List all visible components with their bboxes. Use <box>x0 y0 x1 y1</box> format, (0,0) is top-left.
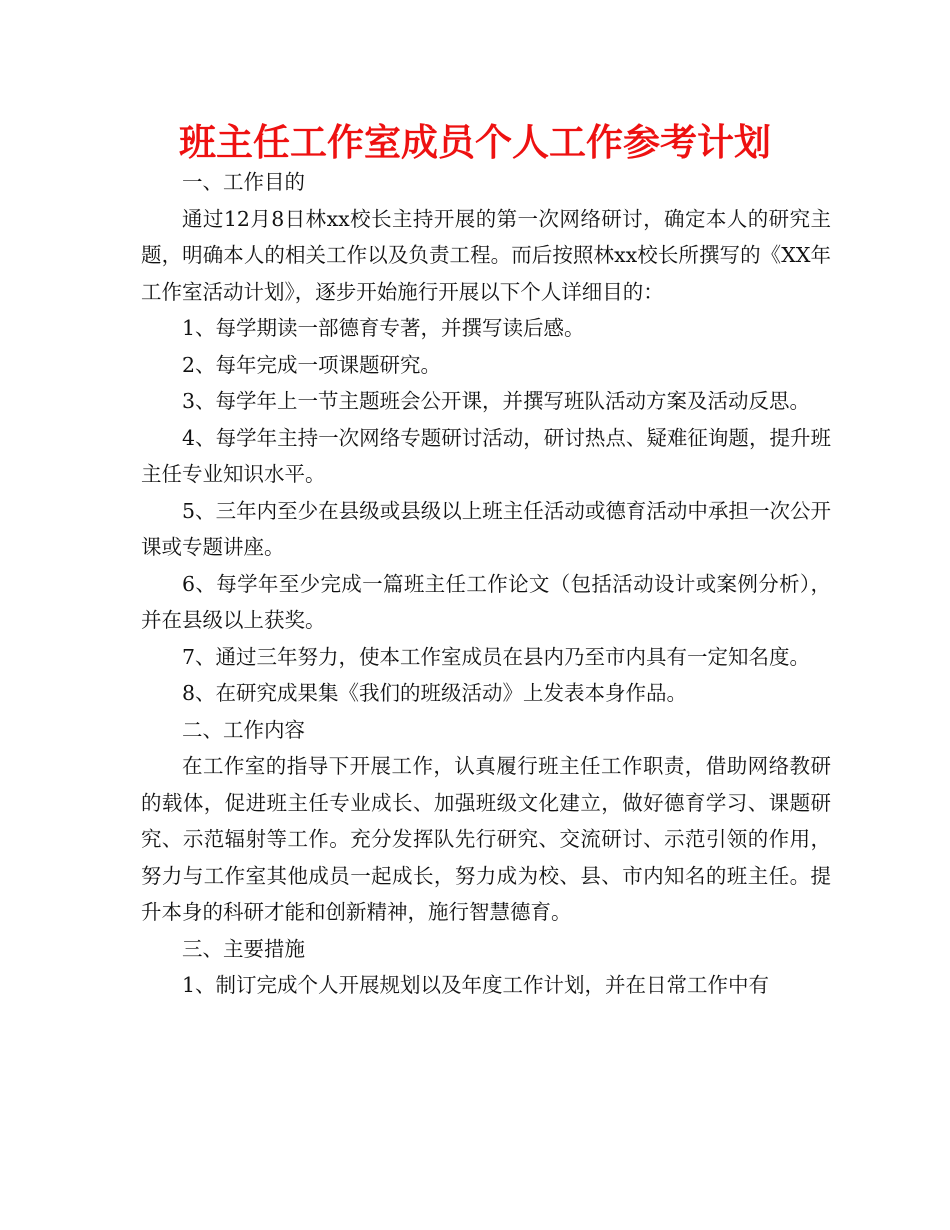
document-body <box>141 164 831 1004</box>
paragraph-content: 在工作室的指导下开展工作，认真履行班主任工作职责，借助网络教研的载体，促进班主任专业成长、加强班级文化建立，做好德育学习、课题研究、示范辐射等工作。充分发挥队先行研究、交流研讨、示范引领的作用，努力与工作室其他成员一起成长，努力成为校、县、市内知名的班主任。提升本身的科研才能和创新精神，施行智慧德育。 <box>141 754 831 924</box>
goal-item-1: 1、每学期读一部德育专著，并撰写读后感。 <box>182 316 585 340</box>
document-title: 班主任工作室成员个人工作参考计划 <box>179 121 771 164</box>
section-heading-measures: 三、主要措施 <box>182 936 305 961</box>
goal-item-3: 3、每学年上一节主题班会公开课，并撰写班队活动方案及活动反思。 <box>182 389 811 413</box>
goal-item-2: 2、每年完成一项课题研究。 <box>182 352 442 377</box>
goal-item-8: 8、在研究成果集《我们的班级活动》上发表本身作品。 <box>182 681 688 705</box>
goal-item-6: 6、每学年至少完成一篇班主任工作论文（包括活动设计或案例分析），并在县级以上获奖。 <box>141 571 831 632</box>
paragraph-intro: 通过12月8日林xx校长主持开展的第一次网络研讨，确定本人的研究主题，明确本人的相关工作以及负责工程。而后按照林xx校长所撰写的《XX年工作室活动计划》，逐步开始施行开展以下个人详细目的： <box>141 206 831 304</box>
section-heading-purpose: 一、工作目的 <box>182 170 305 194</box>
goal-item-7: 7、通过三年努力，使本工作室成员在县内乃至市内具有一定知名度。 <box>182 644 811 669</box>
section-heading-content: 二、工作内容 <box>182 717 305 742</box>
goal-item-5: 5、三年内至少在县级或县级以上班主任活动或德育活动中承担一次公开课或专题讲座。 <box>141 498 831 559</box>
measure-item-1: 1、制订完成个人开展规划以及年度工作计划，并在日常工作中有 <box>182 973 770 997</box>
goal-item-4: 4、每学年主持一次网络专题研讨活动，研讨热点、疑难征询题，提升班主任专业知识水平。 <box>141 425 831 486</box>
